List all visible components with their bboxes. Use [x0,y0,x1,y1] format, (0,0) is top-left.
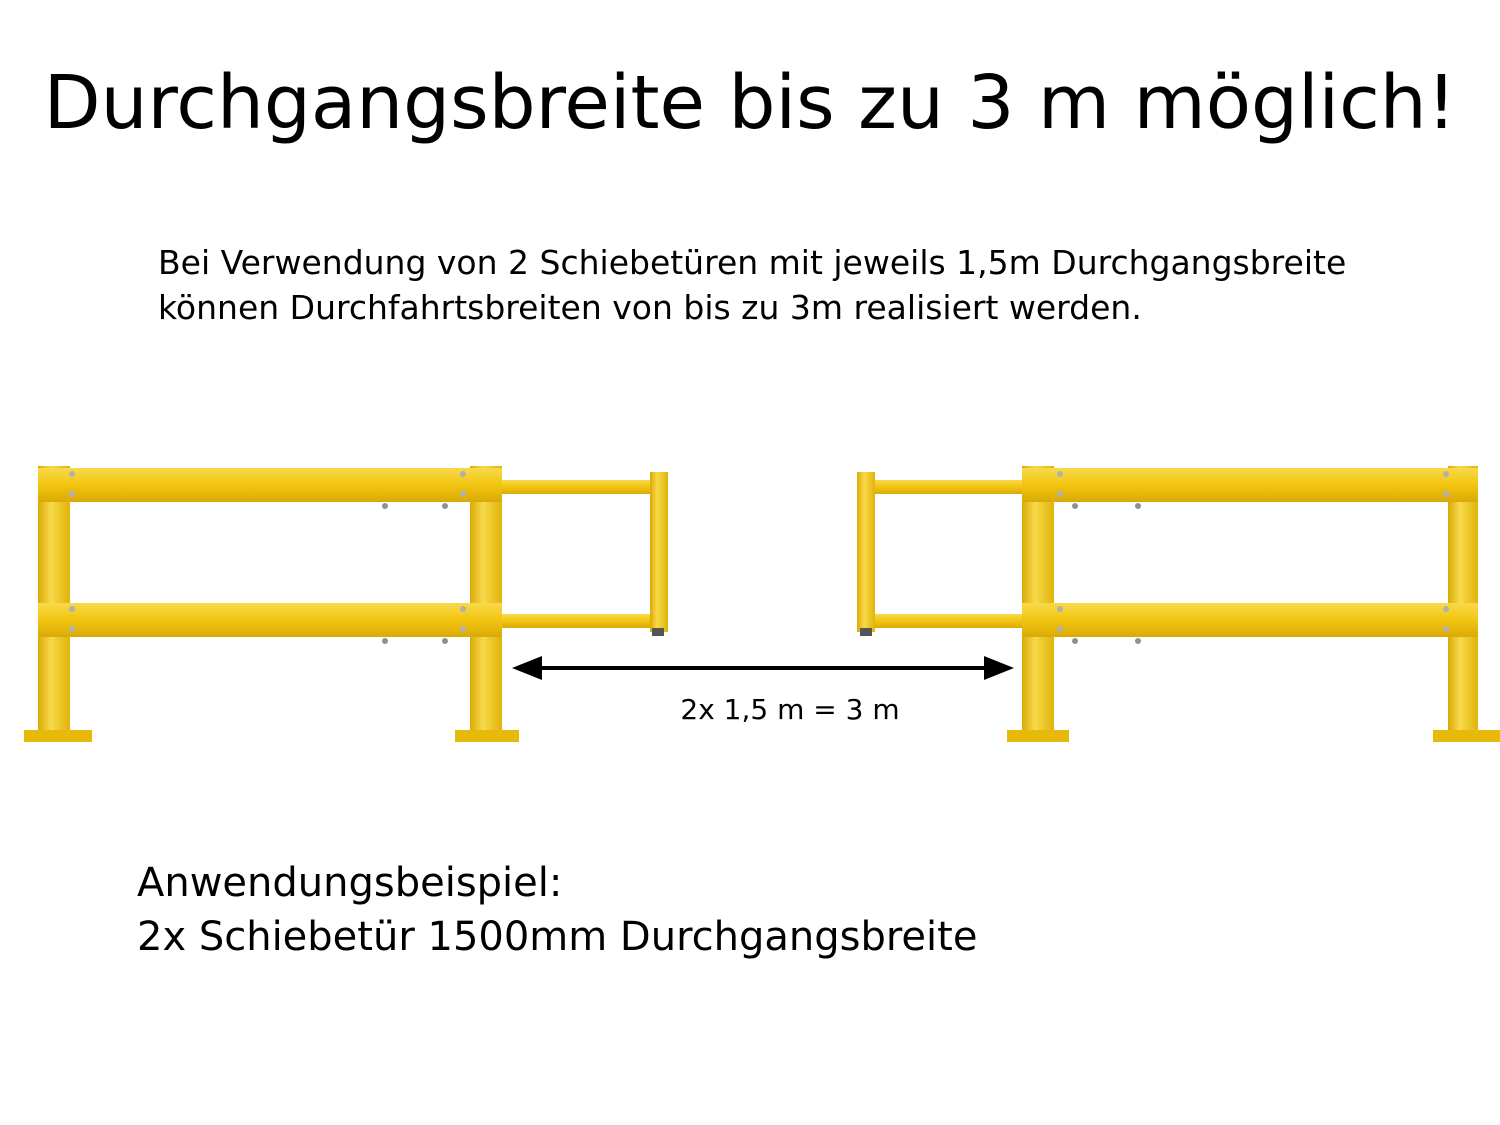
left-post-inner [470,466,502,734]
left-barrier [24,466,668,742]
right-bottom-rail [1022,603,1478,637]
intro-line-1: Bei Verwendung von 2 Schiebetüren mit jeweils 1,5m Durchgangsbreite [158,243,1347,282]
left-sliding-gate [502,472,668,636]
left-base-plate-outer [24,730,92,742]
example-heading: Anwendungsbeispiel: [137,860,563,906]
left-bottom-rail [38,603,502,637]
page-title: Durchgangsbreite bis zu 3 m möglich! [43,60,1457,146]
left-base-plate-inner [455,730,519,742]
right-sliding-gate [857,472,1022,636]
right-post-outer [1448,466,1478,734]
dimension-arrow [512,656,1014,680]
right-base-plate-inner [1007,730,1069,742]
right-barrier [857,466,1500,742]
left-post-outer [38,466,70,734]
intro-line-2: können Durchfahrtsbreiten von bis zu 3m realisiert werden. [158,288,1142,327]
left-top-rail [38,468,502,502]
right-top-rail [1022,468,1478,502]
intro-text [158,240,1346,330]
right-post-inner [1022,466,1054,734]
example-detail: 2x Schiebetür 1500mm Durchgangsbreite [137,914,978,960]
example-text [137,856,977,964]
dimension-label: 2x 1,5 m = 3 m [680,693,900,726]
right-base-plate-outer [1433,730,1500,742]
